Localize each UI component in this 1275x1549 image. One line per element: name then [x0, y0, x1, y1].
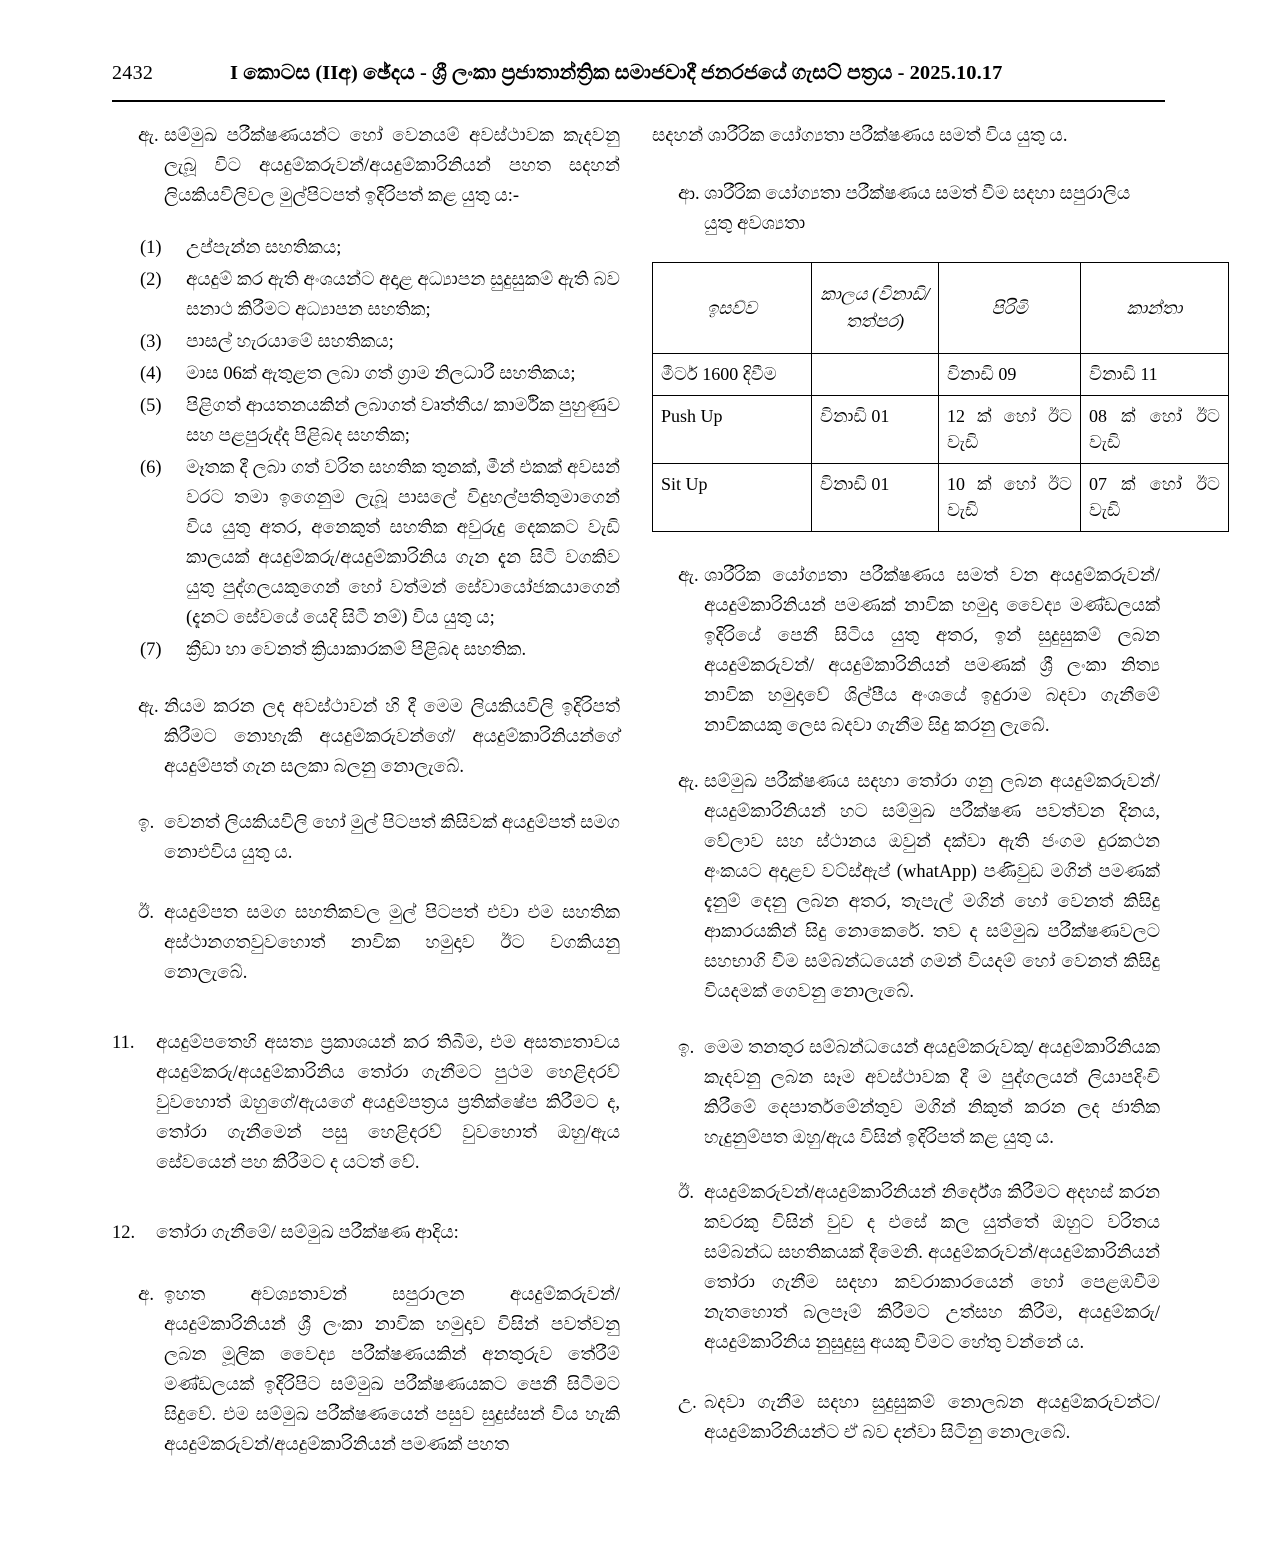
list-item-number: (2) — [140, 269, 162, 290]
clause-marker: ඇ. — [678, 566, 699, 587]
list-item — [112, 234, 620, 264]
column-header-time: කාලය (විනාඩි/ තත්පර) — [812, 262, 939, 353]
cell-event: Sit Up — [653, 463, 812, 531]
list-item — [112, 454, 620, 634]
list-item-label: පිළිගත් ආයතනයකින් ලබාගත් වෘත්තීය/ කාර්මික පුහුණුව සහ පළපුරුද්ද පිළිබද සහතික; — [186, 395, 620, 446]
list-item — [112, 360, 620, 390]
clause-text: සම්මුඛ පරීක්ෂණය සදහා තෝරා ගනු ලබන අයදුම්කරුවන්/අයදුම්කාරිනියන් හට සම්මුඛ පරීක්ෂණ පවත්වන දිනය, වේලාව සහ ස්ථානය ඔවුන් දක්වා ඇති ජංගම දුරකථන අංකයට අදාළව වට්ස්ඇප් (whatApp) පණිවුඩ මගින් පමණක් දැනුම් දෙනු ලබන අතර, තැපැල් මගින් හෝ වෙනත් කිසිදු ආකාරයකින් සිදු නොකෙරේ. තව ද සම්මුඛ පරීක්ෂණවලට සහභාගි වීම සම්බන්ධයෙන් ගමන් වියදම් හෝ වෙනත් කිසිදු වියදමක් ගෙවනු නොලැබේ. — [704, 771, 1160, 1002]
clause-text: තෝරා ගැනීමේ/ සම්මුඛ පරීක්ෂණ ආදිය: — [156, 1223, 459, 1244]
document-sublist — [112, 234, 620, 666]
column-header-event: ඉසව්ව — [653, 262, 812, 353]
right-column — [652, 122, 1220, 1471]
clause-u-unqualified-notice — [652, 1389, 1160, 1449]
clause-marker: ඉ. — [678, 1037, 695, 1058]
clause-ii-recommendations — [652, 1179, 1160, 1359]
clause-marker: ඇ. — [138, 697, 159, 718]
list-item-number: (6) — [140, 457, 162, 478]
list-item-label: මෑතක දී ලබා ගත් වරිත සහතික තුනක්, මීන් එකක් අවසන් වරට තමා ඉගෙනුම ලැබූ පාසලේ විදුහල්පතිතුමාගෙන් විය යුතු අතර, අනෙකුත් සහතික අවුරුදු දෙකකට වැඩි කාලයක් අයදුම්කරු/අයදුම්කාරිනිය ගැන දැන සිටි වගකිව යුතු පුද්ගලයකුගෙන් හෝ වත්මන් සේවායෝජකයාගෙන් (දැනට සේවයේ යෙදි සිටී නම්) විය යුතු ය; — [186, 457, 620, 628]
list-item-number: (5) — [140, 395, 162, 416]
clause-i-national-id — [652, 1034, 1160, 1154]
clause-11-false-statements — [112, 1029, 620, 1179]
list-item-number: (4) — [140, 363, 162, 384]
table-row — [653, 353, 1229, 395]
clause-marker: ඇ. — [138, 126, 159, 146]
cell-male: විනාඩි 09 — [939, 353, 1081, 395]
clause-ae-deadline — [112, 693, 620, 783]
clause-number: 12. — [112, 1223, 136, 1244]
clause-ae-documents — [112, 122, 620, 212]
list-item — [112, 328, 620, 358]
clause-number: 11. — [112, 1033, 135, 1054]
cell-female: 08 ක් හෝ ඊට වැඩි — [1081, 395, 1229, 463]
clause-text: නියම කරන ලද අවස්ථාවන් හි දී මෙම ලියකියවිලි ඉදිරිපත් කිරීමට නොහැකි අයදුම්කරුවන්ගේ/ අයදුම්කාරිනියන්ගේ අයදුම්පත් ගැන සලකා බලනු නොලැබේ. — [164, 697, 620, 778]
cell-time: විනාඩි 01 — [812, 463, 939, 531]
clause-text: වෙනත් ලියකියවිලි හෝ මුල් පිටපත් කිසිවක් අයදුම්පත් සමග නොඑවිය යුතු ය. — [164, 813, 620, 864]
list-item — [112, 266, 620, 326]
clause-text: මෙම තනතුර සම්බන්ධයෙන් අයදුම්කරුවකු/ අයදුම්කාරිනියක කැදවනු ලබන සෑම අවස්ථාවක දී ම පුද්ගලයන් ලියාපදිංචි කිරීමේ දෙපාර්තමේන්තුව මගින් නිකුත් කරන ලද ජාතික හැදුනුම්පත ඔහු/ඇය විසින් ඉදිරිපත් කළ යුතු ය. — [704, 1037, 1160, 1148]
clause-text: ශාරීරික යෝග්‍යතා පරීක්ෂණය සමත් වන අයදුම්කරුවන්/අයදුම්කාරිනියන් පමණක් නාවික හමුදා වෛද්‍ය මණ්ඩලයක් ඉදිරියේ පෙනී සිටිය යුතු අතර, ඉන් සුදුසුකම් ලබන අයදුම්කරුවන්/ අයදුම්කාරිනියන් පමණක් ශ්‍රී ලංකා නිත්‍ය නාවික හමුදාවේ ශිල්පීය අංශයේ ඉදුරාම බදවා ගැනීමේ නාවිකයකු ලෙස බදවා ගැනීම සිදු කරනු ලැබේ. — [704, 566, 1160, 736]
clause-text: බදවා ගැනීම සදහා සුදුසුකම් නොලබන අයදුම්කරුවන්ට/අයදුම්කාරිනියන්ට ඒ බව දන්වා සිටිනු නොලැබේ. — [704, 1393, 1160, 1444]
list-item-number: (1) — [140, 237, 162, 258]
clause-ae-medical-board — [652, 562, 1160, 742]
list-item-number: (7) — [140, 639, 162, 660]
clause-marker: ආ. — [678, 183, 700, 204]
clause-aa-fitness-requirements — [652, 180, 1160, 240]
clause-marker: උ. — [678, 1393, 697, 1414]
cell-time — [812, 353, 939, 395]
clause-text: ඉහත අවශ්‍යතාවන් සපුරාලන අයදුම්කරුවන්/ අයදුම්කාරිනියන් ශ්‍රී ලංකා නාවික හමුදාව විසින් පවත්වනු ලබන මූලික වෛද්‍ය පරීක්ෂණයකින් අනතුරුව තේරීම් මණ්ඩලයක් ඉදිරිපිට සම්මුඛ පරීක්ෂණයකට පෙනී සිටීමට සිදුවේ. එම සම්මුඛ පරීක්ෂණයෙන් පසුව සුදුස්සන් විය හැකි අයදුම්කරුවන්/අයදුම්කාරිනියන් පමණක් පහත — [164, 1285, 620, 1455]
cell-event: මීටර් 1600 දිවීම — [653, 353, 812, 395]
clause-text: සම්මුඛ පරීක්ෂණයන්ට හෝ වෙනයම් අවස්ථාවක කැදවනු ලැබූ විට අයදුම්කරුවන්/අයදුම්කාරිනියන් පහත සදහන් ලියකියවිලිවල මුල්පිටපත් ඉදිරිපත් කළ යුතු ය:- — [164, 126, 620, 206]
list-item — [112, 636, 620, 666]
clause-text: අයදුම්පතෙහි අසත්‍ය ප්‍රකාශයන් කර තිබීම, එම අසත්‍යතාවය අයදුම්කරු/අයදුම්කාරිනිය තෝරා ගැනීමට පුථම හෙළිදරව් වුවහොත් ඔහුගේ/ඇයගේ අයදුම්පත්‍රය ප්‍රතික්ෂේප කිරීමට ද, තෝරා ගැනීමෙන් පසු හෙළිදරව් වුවහොත් ඔහු/ඇය සේවයෙන් පහ කිරීමට ද යටත් වේ. — [156, 1033, 620, 1174]
page-title: I කොටස (IIඅ) ඡේදය - ශ්‍රී ලංකා ප්‍රජාතාන්ත්‍රික සමාජවාදී ජනරජයේ ගැසට් පත්‍රය - 2025.10.17 — [230, 62, 1003, 84]
list-item-label: අයදුම් කර ඇති අංශයන්ට අදාළ අධ්‍යාපන සුදුසුකම් ඇති බව සනාථ කිරීමට අධ්‍යාපන සහතික; — [186, 269, 620, 320]
cell-time: විනාඩි 01 — [812, 395, 939, 463]
list-item-number: (3) — [140, 331, 162, 352]
list-item-label: මාස 06ක් ඇතුළත ලබා ගත් ග්‍රාම නිලධාරී සහතිකය; — [186, 363, 576, 384]
column-header-male: පිරිමි — [939, 262, 1081, 353]
table-row — [653, 395, 1229, 463]
clause-ii-lost-certificates — [112, 899, 620, 989]
cell-male: 10 ක් හෝ ඊට වැඩි — [939, 463, 1081, 531]
list-item-label: උප්පැන්න සහතිකය; — [186, 237, 342, 258]
left-column — [112, 122, 620, 1483]
clause-marker: ඇ. — [678, 771, 699, 792]
cell-female: 07 ක් හෝ ඊට වැඩි — [1081, 463, 1229, 531]
fitness-requirements-table — [652, 262, 1229, 532]
clause-i-no-other-docs — [112, 809, 620, 869]
clause-12a-medical-interview — [112, 1281, 620, 1461]
column-header-female: කාන්තා — [1081, 262, 1229, 353]
table-header-row — [653, 262, 1229, 353]
clause-marker: ඊ. — [678, 1183, 695, 1204]
cell-female: විනාඩි 11 — [1081, 353, 1229, 395]
clause-ae-whatsapp-notice — [652, 768, 1160, 1008]
clause-marker: ඉ. — [138, 813, 155, 834]
cell-male: 12 ක් හෝ ඊට වැඩි — [939, 395, 1081, 463]
header-divider — [112, 100, 1165, 102]
clause-12-heading — [112, 1219, 620, 1249]
clause-text: අයදුම්කරුවන්/අයදුම්කාරිනියන් නිර්දේශ කිරීමට අදහස් කරන කවරකු විසින් වුව ද එසේ කල යුත්තේ ඔහුට වරිතය සම්බන්ධ සහතිකයක් දීමෙනි. අයදුම්කරුවන්/අයදුම්කාරිනියන් තෝරා ගැනීම සදහා කවරාකාරයෙන් හෝ පෙළඹවීම නැතහොත් බලපෑම් කිරීමට උත්සහ කිරීම, අයදුම්කරු/අයදුම්කාරිනිය නුසුදුසු අයකු වීමට හේතු වන්නේ ය. — [704, 1183, 1160, 1354]
list-item-label: ක්‍රීඩා හා වෙනත් ක්‍රියාකාරකම් පිළිබද සහතික. — [186, 639, 527, 660]
clause-marker: ඊ. — [138, 903, 155, 924]
continuation-paragraph — [652, 122, 1160, 152]
clause-text: අයදුම්පත සමග සහතිකවල මුල් පිටපත් එවා එම සහතික අස්ථානගතවුවහොත් නාවික හමුදාව ඊට වගකියනු නොලැබේ. — [164, 903, 620, 984]
table-row — [653, 463, 1229, 531]
continuation-text: සදහන් ශාරීරික යෝග්‍යතා පරීක්ෂණය සමත් විය යුතු ය. — [652, 126, 1068, 146]
cell-event: Push Up — [653, 395, 812, 463]
list-item — [112, 392, 620, 452]
page-number: 2432 — [112, 62, 154, 84]
clause-marker: අ. — [138, 1285, 155, 1306]
clause-text: ශාරීරික යෝග්‍යතා පරීක්ෂණය සමත් වීම සදහා සපුරාලිය යුතු අවශ්‍යතා — [704, 183, 1131, 234]
list-item-label: පාසල් හැරයාමේ සහතිකය; — [186, 331, 394, 352]
